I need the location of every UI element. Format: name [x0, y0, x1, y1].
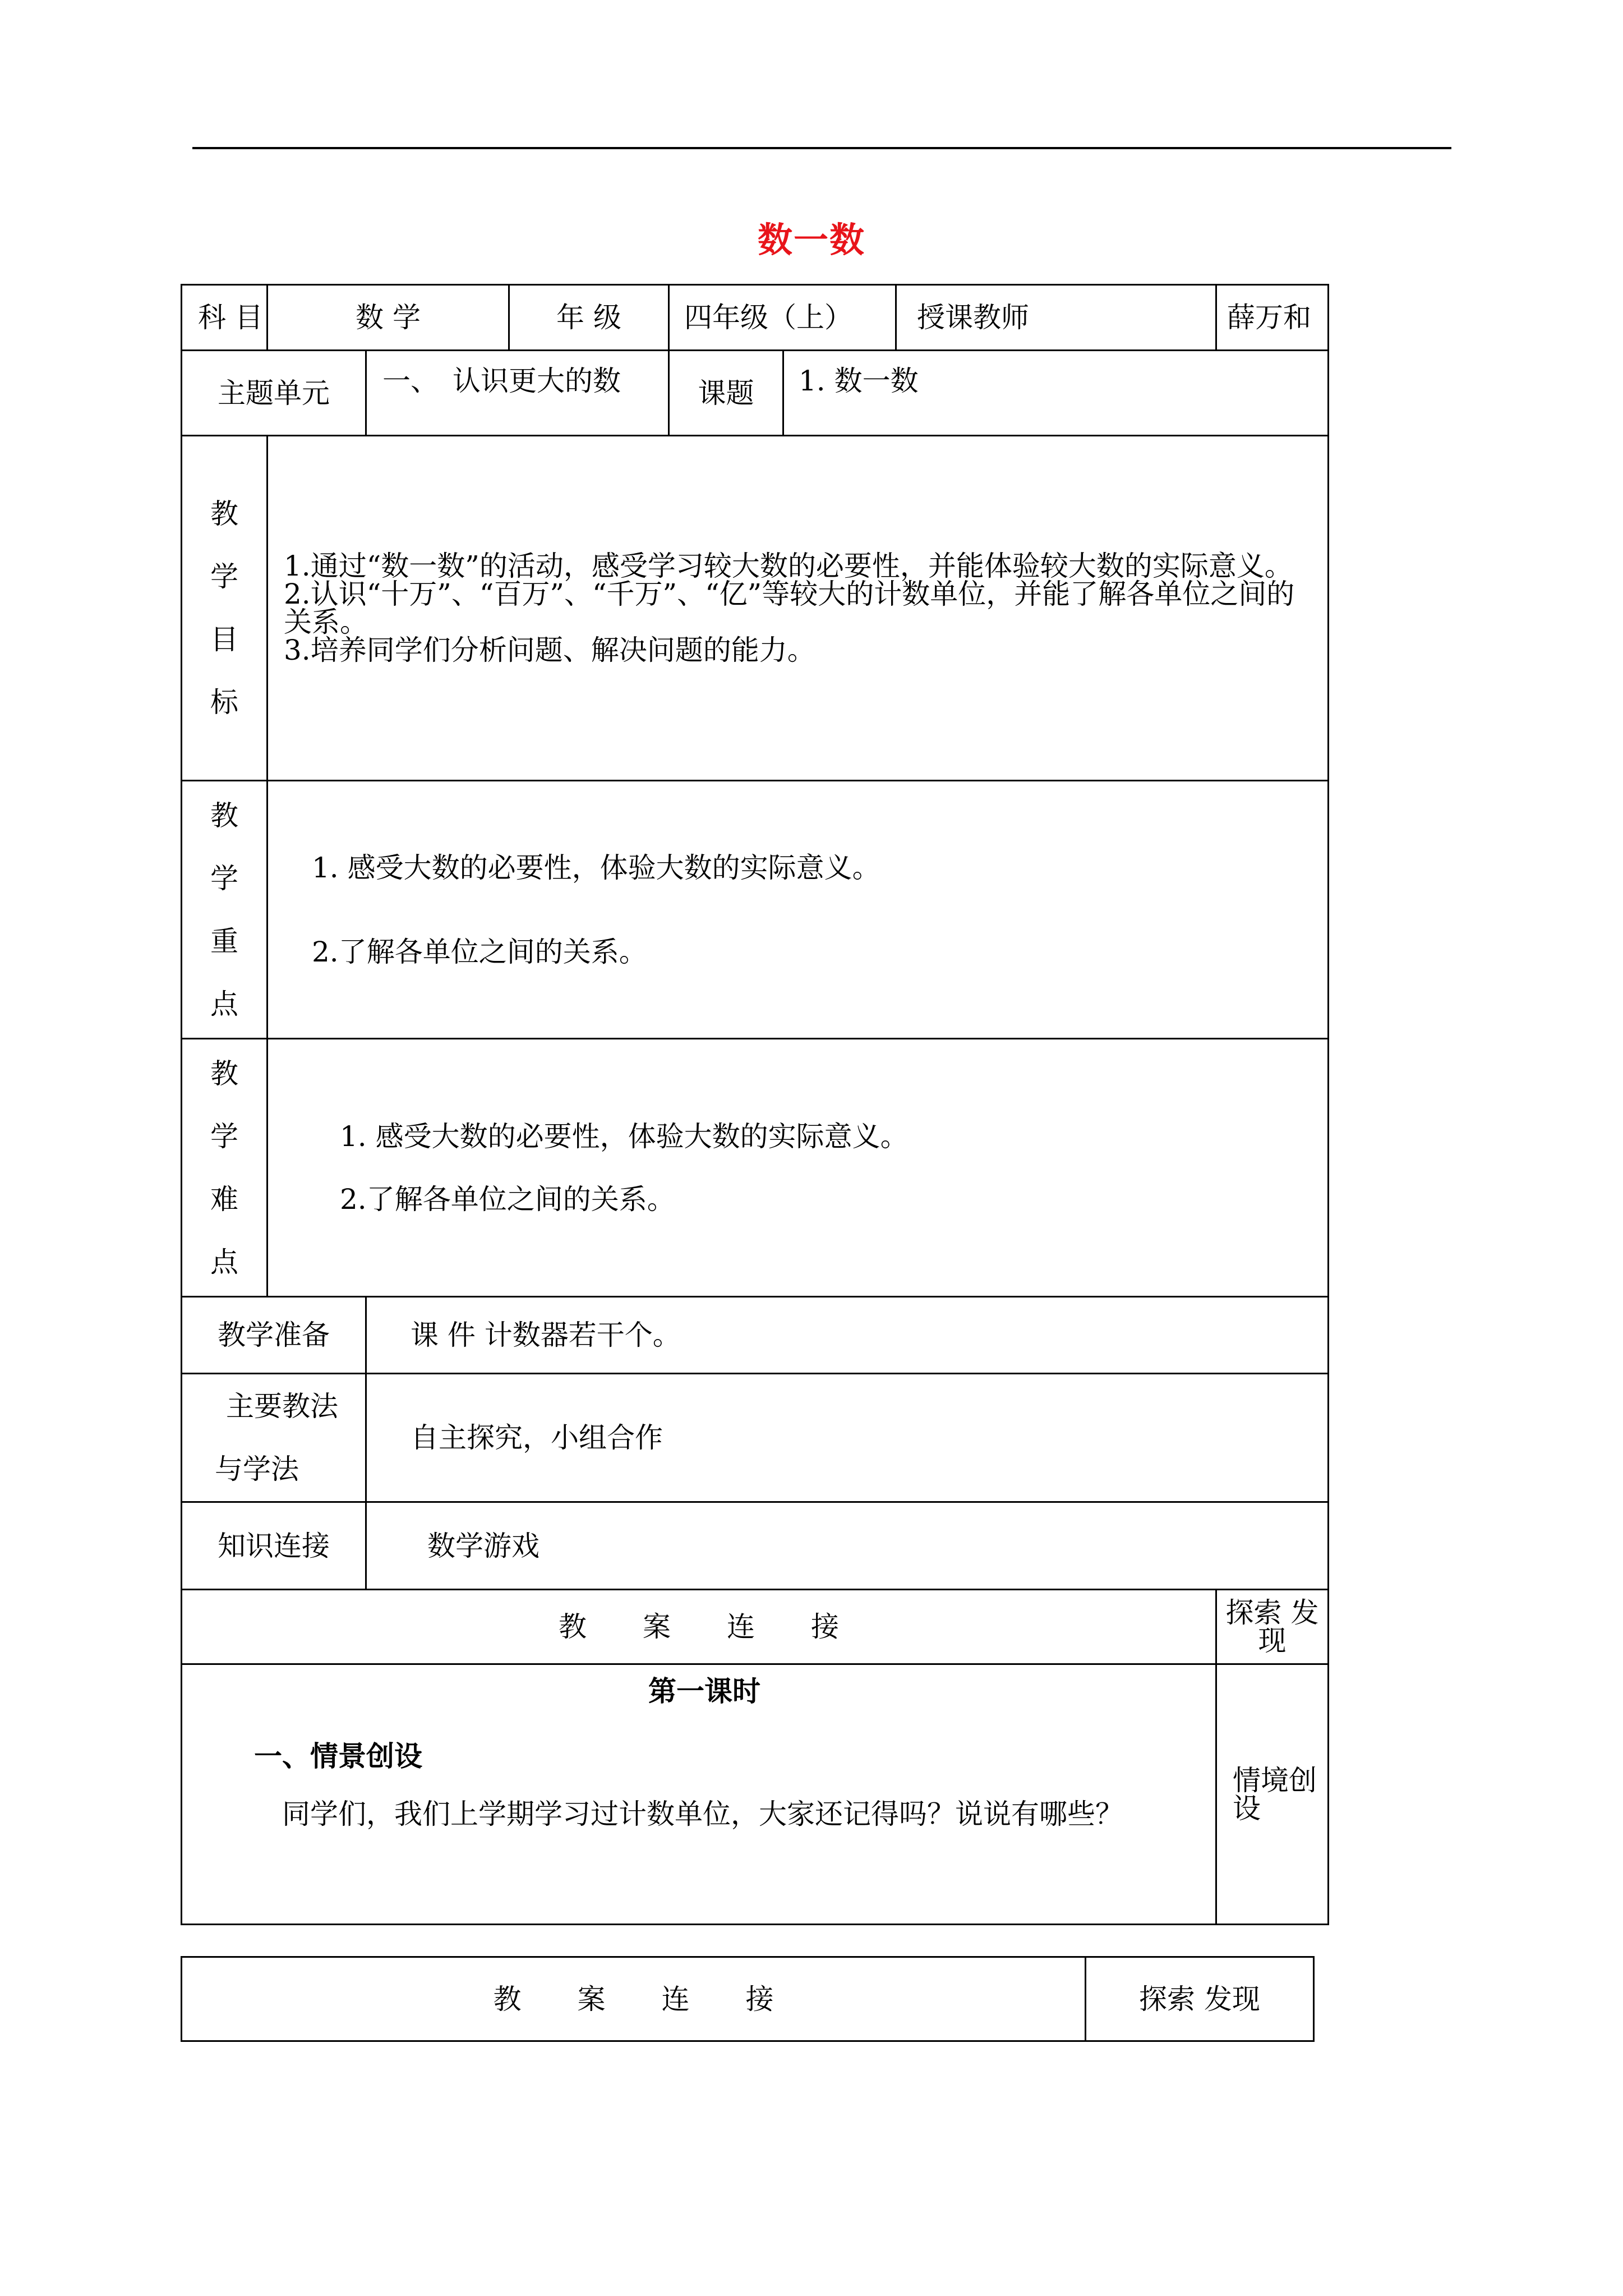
section-title: 一、情景创设	[254, 1740, 422, 1773]
info-row-2	[182, 351, 1329, 436]
plan-header-left: 教 案 连 接	[182, 1590, 1216, 1664]
difficulties-label-char: 点	[210, 1245, 238, 1278]
info-row-1	[182, 285, 1329, 351]
lesson-plan-table	[181, 284, 1329, 1925]
goals-label-char: 标	[210, 686, 238, 719]
difficulties-label-char: 学	[210, 1120, 238, 1153]
plan-content-row	[182, 1664, 1329, 1925]
topic-label: 课题	[669, 351, 783, 436]
key-point-item: 2.了解各单位之间的关系。	[312, 935, 647, 968]
plan-content	[182, 1664, 1216, 1925]
goals-label	[182, 436, 268, 781]
difficulty-item: 1. 感受大数的必要性，体验大数的实际意义。	[340, 1120, 909, 1153]
difficulties-label-stack	[182, 1057, 266, 1278]
knowledge-value: 数学游戏	[366, 1502, 1329, 1590]
lesson-plan-table-2	[181, 1956, 1315, 2042]
method-label-line: 主要教法	[226, 1390, 338, 1423]
key-points-content	[268, 781, 1329, 1039]
unit-value: 一、 认识更大的数	[366, 351, 669, 436]
plan-header-row	[182, 1590, 1329, 1664]
goals-label-char: 教	[210, 498, 238, 530]
method-row	[182, 1374, 1329, 1502]
key-points-label	[182, 781, 268, 1039]
goal-item: 2.认识“十万”、“百万”、“千万”、“亿”等较大的计数单位，并能了解各单位之间的关系。	[284, 578, 1295, 638]
grade-value: 四年级（上）	[669, 285, 896, 351]
grade-label: 年 级	[509, 285, 669, 351]
goal-item: 3.培养同学们分析问题、解决问题的能力。	[284, 634, 815, 666]
method-label	[182, 1374, 366, 1502]
difficulty-item: 2.了解各单位之间的关系。	[340, 1182, 675, 1216]
method-label-line: 与学法	[215, 1453, 299, 1485]
key-points-label-char: 点	[210, 987, 238, 1020]
prep-value: 课 件 计数器若干个。	[366, 1297, 1329, 1374]
unit-label: 主题单元	[182, 351, 366, 436]
teacher-value: 薛万和	[1216, 285, 1329, 351]
difficulties-row	[182, 1039, 1329, 1297]
key-points-label-char: 重	[210, 924, 238, 958]
difficulties-label	[182, 1039, 268, 1297]
goals-label-char: 学	[210, 560, 238, 593]
key-points-label-char: 教	[210, 799, 238, 832]
teacher-label: 授课教师	[896, 285, 1216, 351]
method-value: 自主探究，小组合作	[366, 1374, 1329, 1502]
subject-label: 科 目	[182, 285, 268, 351]
goals-content	[268, 436, 1329, 781]
goal-item: 1.通过“数一数”的活动，感受学习较大数的必要性，并能体验较大数的实际意义。	[284, 550, 1293, 582]
topic-value: 1. 数一数	[783, 351, 1329, 436]
goals-label-char: 目	[210, 623, 238, 656]
lesson-title: 第一课时	[648, 1674, 760, 1708]
document-title: 数一数	[757, 219, 865, 260]
prep-label: 教学准备	[182, 1297, 366, 1374]
key-point-item: 1. 感受大数的必要性，体验大数的实际意义。	[312, 851, 880, 884]
subject-value: 数 学	[268, 285, 509, 351]
plan-header-right: 探索 发现	[1216, 1590, 1329, 1664]
plan2-header-row	[182, 1957, 1314, 2041]
prep-row	[182, 1297, 1329, 1374]
knowledge-row	[182, 1502, 1329, 1590]
key-points-row	[182, 781, 1329, 1039]
section-text: 同学们，我们上学期学习过计数单位，大家还记得吗？说说有哪些？	[282, 1798, 1123, 1830]
goals-label-stack	[182, 498, 266, 719]
difficulties-content	[268, 1039, 1329, 1297]
goals-row	[182, 436, 1329, 781]
plan2-header-right: 探索 发现	[1086, 1957, 1314, 2041]
plan2-header-left: 教 案 连 接	[182, 1957, 1086, 2041]
top-rule	[192, 147, 1451, 149]
difficulties-label-char: 难	[210, 1182, 238, 1216]
plan-side-note: 情境创设	[1216, 1664, 1329, 1925]
key-points-label-char: 学	[210, 862, 238, 895]
knowledge-label: 知识连接	[182, 1502, 366, 1590]
key-points-label-stack	[182, 799, 266, 1020]
difficulties-label-char: 教	[210, 1057, 238, 1090]
